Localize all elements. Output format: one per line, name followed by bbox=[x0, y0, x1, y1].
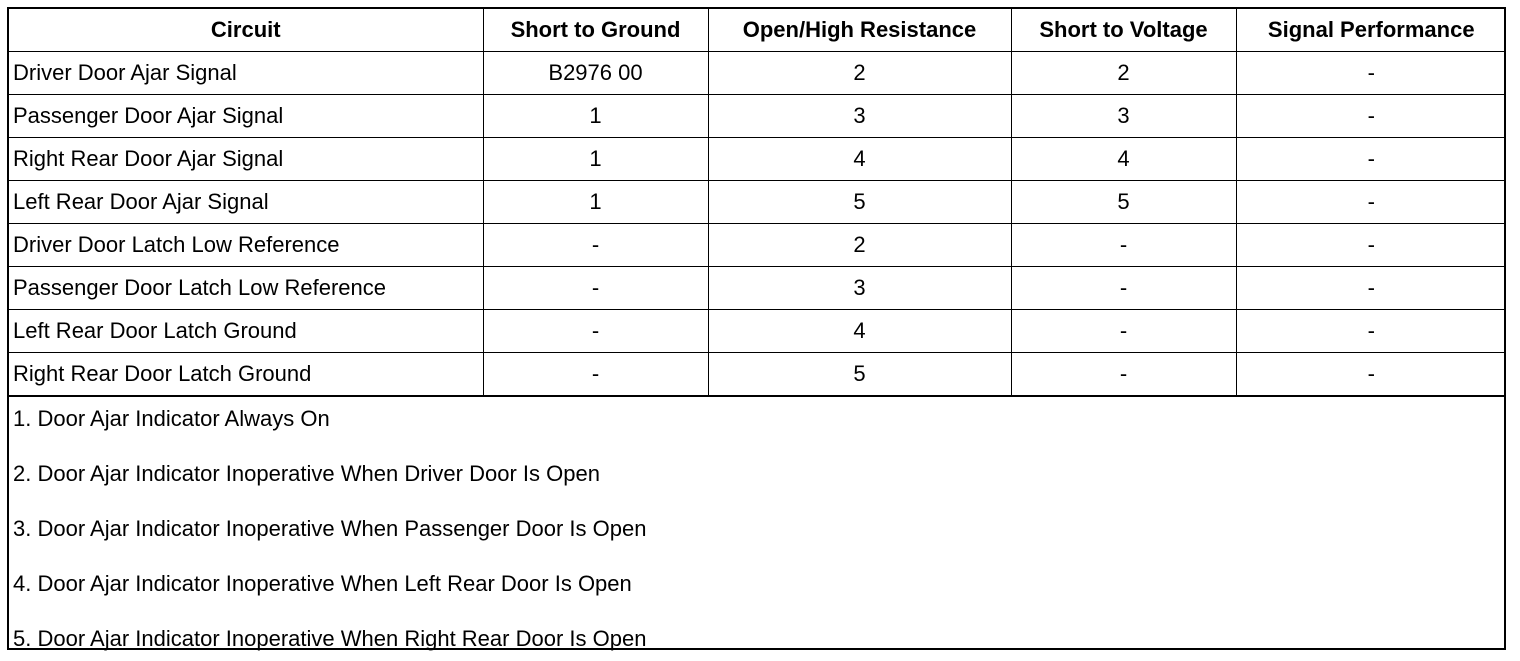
table-row bbox=[9, 181, 1506, 224]
header-short-to-ground: Short to Ground bbox=[483, 9, 708, 52]
short-to-ground-cell: B2976 00 bbox=[483, 52, 708, 95]
signal-performance-cell: - bbox=[1236, 224, 1506, 267]
short-to-voltage-cell: - bbox=[1011, 353, 1236, 396]
short-to-ground-cell: - bbox=[483, 353, 708, 396]
table-row bbox=[9, 267, 1506, 310]
footnote: 4. Door Ajar Indicator Inoperative When Left Rear Door Is Open bbox=[13, 571, 632, 596]
table-row bbox=[9, 95, 1506, 138]
table-row bbox=[9, 353, 1506, 396]
circuit-cell: Right Rear Door Ajar Signal bbox=[9, 138, 483, 181]
signal-performance-cell: - bbox=[1236, 95, 1506, 138]
footnote: 3. Door Ajar Indicator Inoperative When Passenger Door Is Open bbox=[13, 516, 647, 541]
header-signal-performance: Signal Performance bbox=[1236, 9, 1506, 52]
open-high-resistance-cell: 4 bbox=[708, 138, 1011, 181]
table-row bbox=[9, 224, 1506, 267]
footnotes bbox=[9, 396, 1504, 657]
short-to-ground-cell: 1 bbox=[483, 138, 708, 181]
circuit-cell: Passenger Door Latch Low Reference bbox=[9, 267, 483, 310]
table-row bbox=[9, 310, 1506, 353]
signal-performance-cell: - bbox=[1236, 181, 1506, 224]
open-high-resistance-cell: 3 bbox=[708, 95, 1011, 138]
table-row bbox=[9, 138, 1506, 181]
short-to-voltage-cell: 2 bbox=[1011, 52, 1236, 95]
short-to-ground-cell: 1 bbox=[483, 181, 708, 224]
table-header-row bbox=[9, 9, 1506, 52]
signal-performance-cell: - bbox=[1236, 138, 1506, 181]
footnote: 1. Door Ajar Indicator Always On bbox=[13, 406, 330, 431]
circuit-cell: Left Rear Door Ajar Signal bbox=[9, 181, 483, 224]
open-high-resistance-cell: 2 bbox=[708, 52, 1011, 95]
table-row bbox=[9, 52, 1506, 95]
short-to-ground-cell: - bbox=[483, 224, 708, 267]
circuit-cell: Passenger Door Ajar Signal bbox=[9, 95, 483, 138]
signal-performance-cell: - bbox=[1236, 52, 1506, 95]
open-high-resistance-cell: 2 bbox=[708, 224, 1011, 267]
circuit-cell: Driver Door Ajar Signal bbox=[9, 52, 483, 95]
signal-performance-cell: - bbox=[1236, 267, 1506, 310]
circuit-cell: Right Rear Door Latch Ground bbox=[9, 353, 483, 396]
open-high-resistance-cell: 5 bbox=[708, 181, 1011, 224]
circuit-cell: Left Rear Door Latch Ground bbox=[9, 310, 483, 353]
circuit-cell: Driver Door Latch Low Reference bbox=[9, 224, 483, 267]
short-to-ground-cell: - bbox=[483, 267, 708, 310]
short-to-ground-cell: 1 bbox=[483, 95, 708, 138]
short-to-voltage-cell: - bbox=[1011, 310, 1236, 353]
short-to-voltage-cell: 3 bbox=[1011, 95, 1236, 138]
open-high-resistance-cell: 3 bbox=[708, 267, 1011, 310]
short-to-ground-cell: - bbox=[483, 310, 708, 353]
open-high-resistance-cell: 5 bbox=[708, 353, 1011, 396]
short-to-voltage-cell: 5 bbox=[1011, 181, 1236, 224]
signal-performance-cell: - bbox=[1236, 310, 1506, 353]
header-open-high-resistance: Open/High Resistance bbox=[708, 9, 1011, 52]
short-to-voltage-cell: 4 bbox=[1011, 138, 1236, 181]
circuit-fault-table bbox=[9, 9, 1506, 396]
footnote: 2. Door Ajar Indicator Inoperative When Driver Door Is Open bbox=[13, 461, 600, 486]
open-high-resistance-cell: 4 bbox=[708, 310, 1011, 353]
short-to-voltage-cell: - bbox=[1011, 267, 1236, 310]
short-to-voltage-cell: - bbox=[1011, 224, 1236, 267]
header-short-to-voltage: Short to Voltage bbox=[1011, 9, 1236, 52]
circuit-fault-table-container bbox=[7, 7, 1506, 650]
footnote: 5. Door Ajar Indicator Inoperative When Right Rear Door Is Open bbox=[13, 626, 647, 651]
signal-performance-cell: - bbox=[1236, 353, 1506, 396]
header-circuit: Circuit bbox=[9, 9, 483, 52]
